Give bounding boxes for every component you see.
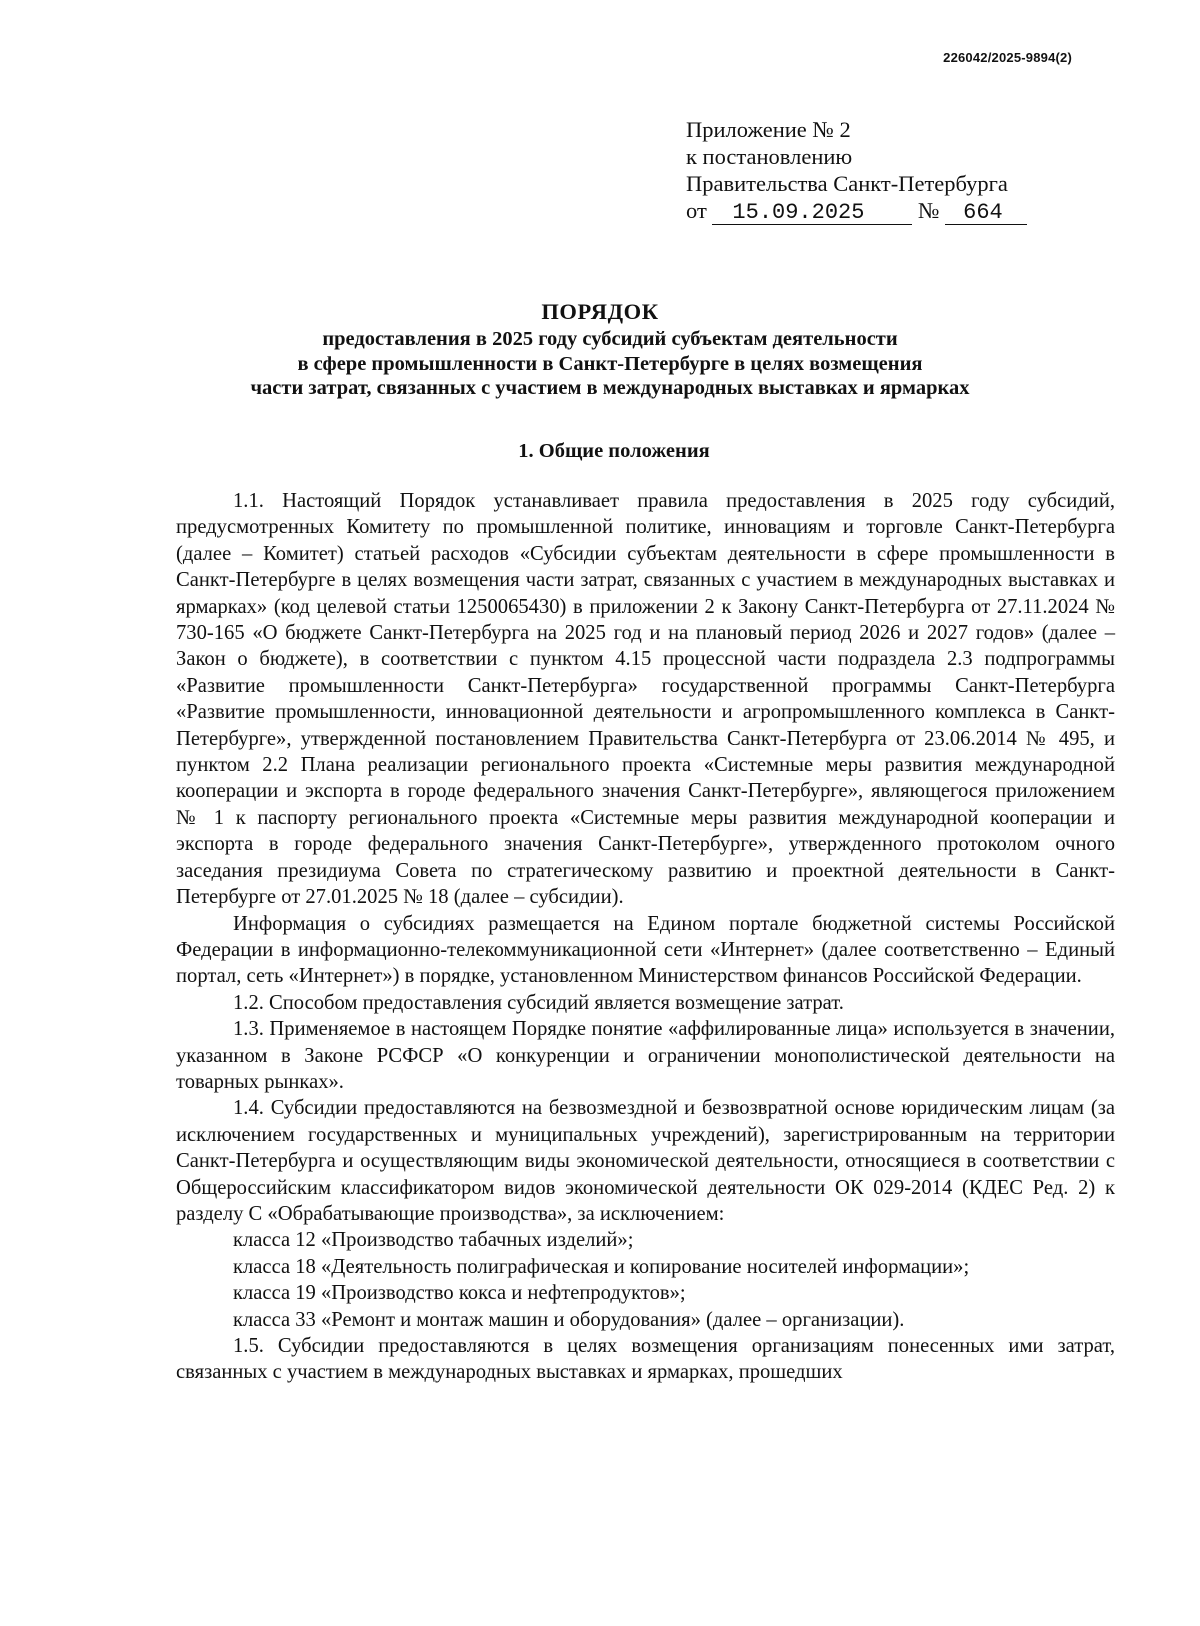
number-prefix: №	[918, 198, 940, 223]
paragraph-1-5: 1.5. Субсидии предоставляются в целях возмещения организациям понесенных ими затрат, связанных с участием в международных выставках и ярмарках, прошедших	[176, 1335, 1115, 1384]
appendix-header	[686, 116, 1027, 225]
title-subtitle-line: в сфере промышленности в Санкт-Петербурге в целях возмещения	[297, 352, 923, 375]
exclusion-item: класса 19 «Производство кокса и нефтепродуктов»;	[233, 1282, 686, 1305]
paragraph-1-2: 1.2. Способом предоставления субсидий является возмещение затрат.	[233, 991, 844, 1014]
document-title	[0, 297, 1200, 401]
appendix-line-1: Приложение № 2	[686, 117, 851, 142]
document-registration-number: 226042/2025-9894(2)	[943, 50, 1072, 65]
paragraph-info: Информация о субсидиях размещается на Едином портале бюджетной системы Российской Федерации в информационно-телекоммуникационной сети «Интернет» (далее соответственно – Единый портал, сеть «Интернет») в порядке, установленном Министерством финансов Российской Федерации.	[176, 912, 1115, 988]
paragraph-1-1: 1.1. Настоящий Порядок устанавливает правила предоставления в 2025 году субсидий, предусмотренных Комитету по промышленной политике, инновациям и торговле Санкт-Петербурга (далее – Комитет) статьей расходов «Субсидии субъектам деятельности в сфере промышленности в Санкт-Петербурге в целях возмещения части затрат, связанных с участием в международных выставках и ярмарках» (код целевой статьи 1250065430) в приложении 2 к Закону Санкт-Петербурга от 27.11.2024 № 730-165 «О бюджете Санкт-Петербурга на 2025 год и на плановый период 2026 и 2027 годов» (далее – Закон о бюджете), в соответствии с пунктом 4.15 процессной части подраздела 2.3 подпрограммы «Развитие промышленности Санкт-Петербурга» государственной программы Санкт-Петербурга «Развитие промышленности, инновационной деятельности и агропромышленного комплекса в Санкт-Петербурге», утвержденной постановлением Правительства Санкт-Петербурга от 23.06.2014 № 495, и пунктом 2.2 Плана реализации регионального проекта «Системные меры развития международной кооперации и экспорта в городе федерального значения Санкт-Петербурге», являющегося приложением № 1 к паспорту регионального проекта «Системные меры развития международной кооперации и экспорта в городе федерального значения Санкт-Петербурге», утвержденного протоколом очного заседания президиума Совета по стратегическому развитию и проектной деятельности в Санкт-Петербурге от 27.01.2025 № 18 (далее – субсидии).	[176, 490, 1115, 909]
paragraph-1-4: 1.4. Субсидии предоставляются на безвозмездной и безвозвратной основе юридическим лицам (за исключением государственных и муниципальных учреждений), зарегистрированным на территории Санкт-Петербурга и осуществляющим виды экономической деятельности, относящиеся в соответствии с Общероссийским классификатором видов экономической деятельности ОК 029-2014 (КДЕС Ред. 2) к разделу С «Обрабатывающие производства», за исключением:	[176, 1097, 1115, 1225]
title-subtitle-line: предоставления в 2025 году субсидий субъектам деятельности	[322, 328, 898, 350]
date-prefix: от	[686, 198, 707, 223]
title-main: ПОРЯДОК	[541, 299, 659, 324]
paragraph-1-3: 1.3. Применяемое в настоящем Порядке понятие «аффилированные лица» используется в значении, указанном в Законе РСФСР «О конкуренции и ограничении монополистической деятельности на товарных рынках».	[176, 1018, 1115, 1093]
exclusion-item: класса 12 «Производство табачных изделий»;	[233, 1229, 634, 1252]
appendix-date-line	[686, 197, 1027, 225]
resolution-number: 664	[945, 202, 1027, 225]
appendix-line-3: Правительства Санкт-Петербурга	[686, 171, 1008, 196]
title-subtitle-line: части затрат, связанных с участием в международных выставках и ярмарках	[250, 377, 970, 399]
resolution-date: 15.09.2025	[712, 202, 912, 225]
appendix-line-2: к постановлению	[686, 144, 853, 169]
exclusion-item: класса 18 «Деятельность полиграфическая и копирование носителей информации»;	[233, 1255, 970, 1278]
exclusion-item: класса 33 «Ремонт и монтаж машин и оборудования» (далее – организации).	[233, 1308, 905, 1331]
document-body	[176, 488, 1115, 1386]
section-heading: 1. Общие положения	[518, 440, 710, 462]
